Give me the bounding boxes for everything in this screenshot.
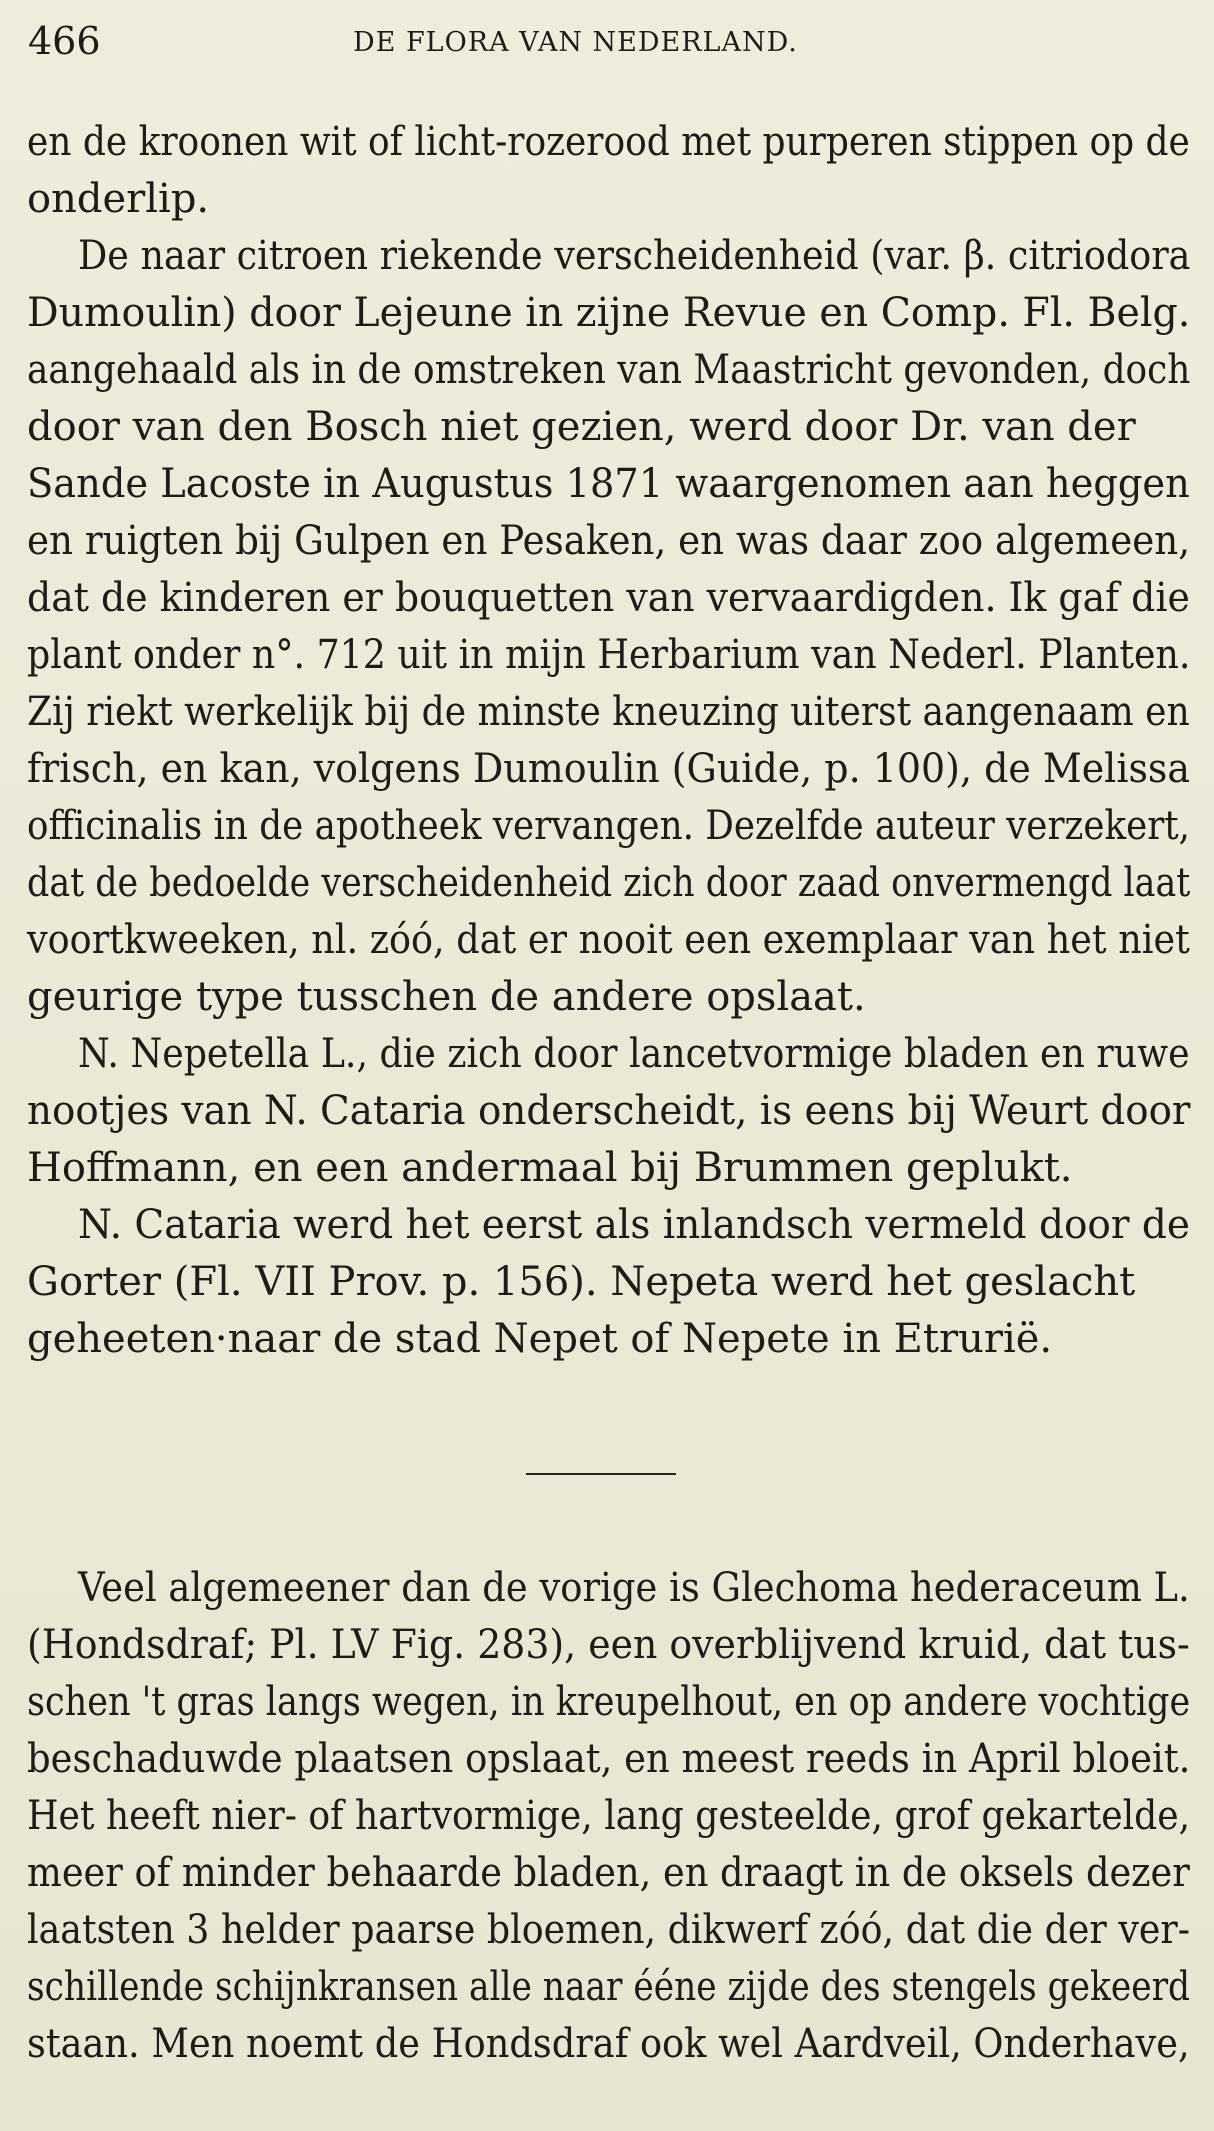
text-line: dat de kinderen er bouquetten van vervaardigden. Ik gaf die <box>27 575 1190 621</box>
text-line: Dumoulin) door Lejeune in zijne Revue en Comp. Fl. Belg. <box>27 290 1191 336</box>
text-line: staan. Men noemt de Hondsdraf ook wel Aardveil, Onderhave, <box>27 2021 1190 2067</box>
text-line: schillende schijnkransen alle naar ééne zijde des stengels gekeerd <box>27 1964 1191 2010</box>
text-line: N. Cataria werd het eerst als inlandsch vermeld door de <box>78 1202 1190 1248</box>
running-title: DE FLORA VAN NEDERLAND. <box>353 27 798 58</box>
text-line: geurige type tusschen de andere opslaat. <box>27 974 866 1020</box>
text-line: laatsten 3 helder paarse bloemen, dikwerf zóó, dat die der ver- <box>27 1907 1191 1953</box>
text-line: N. Nepetella L., die zich door lancetvormige bladen en ruwe <box>78 1031 1190 1077</box>
text-line: Hoffmann, en een andermaal bij Brummen geplukt. <box>27 1145 1073 1191</box>
text-line: aangehaald als in de omstreken van Maastricht gevonden, doch <box>27 347 1191 393</box>
text-line: nootjes van N. Cataria onderscheidt, is eens bij Weurt door <box>27 1088 1191 1134</box>
text-line: en de kroonen wit of licht-rozerood met purperen stippen op de <box>27 119 1190 165</box>
text-line: voortkweeken, nl. zóó, dat er nooit een exemplaar van het niet <box>27 917 1190 963</box>
text-line: plant onder n°. 712 uit in mijn Herbarium van Nederl. Planten. <box>27 632 1191 678</box>
text-line: en ruigten bij Gulpen en Pesaken, en was daar zoo algemeen, <box>27 518 1191 564</box>
text-line: De naar citroen riekende verscheidenheid (var. β. citriodora <box>78 233 1191 279</box>
text-line: geheeten·naar de stad Nepet of Nepete in Etrurië. <box>27 1316 1053 1362</box>
text-line: Gorter (Fl. VII Prov. p. 156). Nepeta werd het geslacht <box>27 1259 1136 1305</box>
text-line: Sande Lacoste in Augustus 1871 waargenomen aan heggen <box>27 461 1190 507</box>
text-line: beschaduwde plaatsen opslaat, en meest reeds in April bloeit. <box>27 1736 1191 1782</box>
text-line: Zij riekt werkelijk bij de minste kneuzing uiterst aangenaam en <box>27 689 1190 735</box>
page-header <box>28 18 1188 78</box>
text-line: frisch, en kan, volgens Dumoulin (Guide, p. 100), de Melissa <box>27 746 1191 792</box>
page-number: 466 <box>28 19 101 63</box>
text-line: dat de bedoelde verscheidenheid zich door zaad onvermengd laat <box>27 860 1191 906</box>
text-line: Veel algemeener dan de vorige is Glechoma hederaceum L. <box>78 1565 1190 1611</box>
text-line: onderlip. <box>27 176 210 222</box>
section-divider <box>526 1473 676 1475</box>
text-line: (Hondsdraf; Pl. LV Fig. 283), een overblijvend kruid, dat tus- <box>27 1622 1190 1668</box>
text-line: Het heeft nier- of hartvormige, lang gesteelde, grof gekartelde, <box>27 1793 1191 1839</box>
text-line: schen 't gras langs wegen, in kreupelhout, en op andere vochtige <box>27 1679 1191 1725</box>
text-line: door van den Bosch niet gezien, werd door Dr. van der <box>27 404 1136 450</box>
text-line: officinalis in de apotheek vervangen. Dezelfde auteur verzekert, <box>27 803 1190 849</box>
text-line: meer of minder behaarde bladen, en draagt in de oksels dezer <box>27 1850 1190 1896</box>
